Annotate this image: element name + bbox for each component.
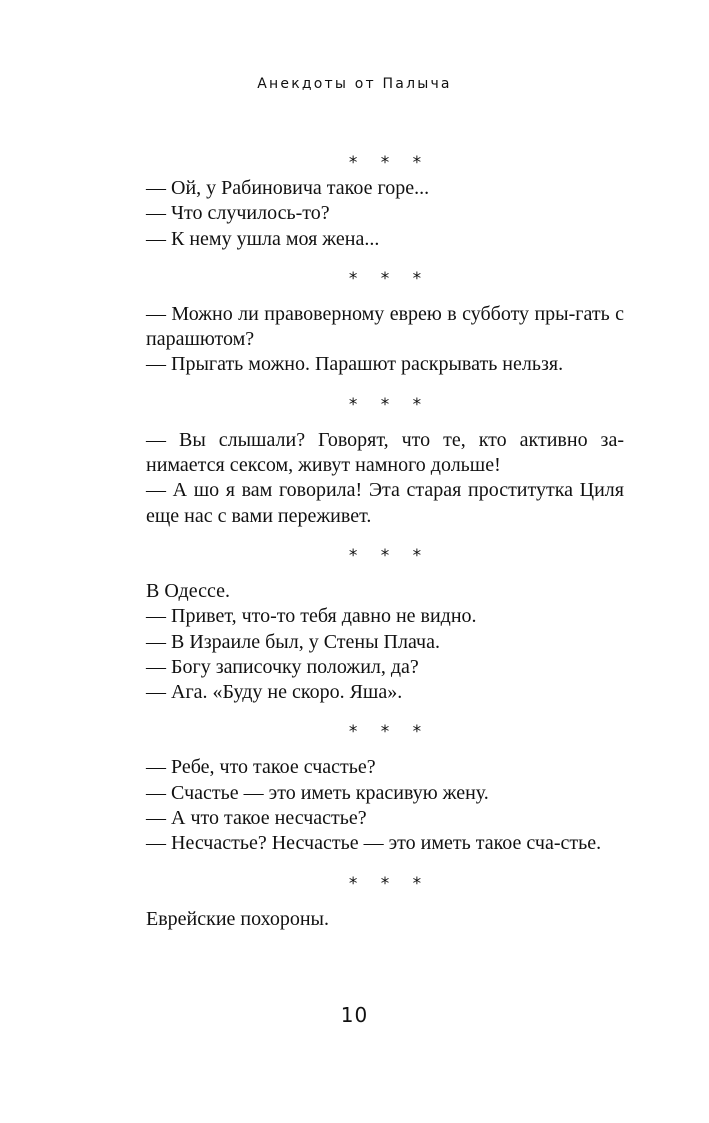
dialogue-line: — Что случилось-то? — [146, 202, 330, 225]
dialogue-line: — Прыгать можно. Парашют раскрывать нельзя. — [146, 353, 564, 376]
section-separator: * * * — [348, 722, 431, 743]
dialogue-line: — Несчастье? Несчастье — это иметь такое сча-стье. — [146, 832, 602, 855]
text-block — [146, 150, 624, 932]
running-head: Анекдоты от Палыча — [257, 76, 452, 92]
joke — [146, 428, 624, 529]
dialogue-line: — А что такое несчастье? — [146, 807, 367, 830]
joke — [146, 579, 624, 705]
dialogue-line: В Одессе. — [146, 579, 230, 602]
dialogue-line: — Ага. «Буду не скоро. Яша». — [146, 681, 403, 704]
dialogue-line: — Счастье — это иметь красивую жену. — [146, 781, 489, 804]
dialogue-line: — Вы слышали? Говорят, что те, кто активно за-нимается сексом, живут намного дольше! — [146, 428, 624, 477]
section-separator: * * * — [348, 268, 431, 289]
section-separator: * * * — [348, 153, 431, 173]
dialogue-line: Еврейские похороны. — [146, 907, 329, 930]
section-separator: * * * — [348, 545, 431, 566]
joke — [146, 176, 624, 252]
dialogue-line: — Привет, что-то тебя давно не видно. — [146, 605, 477, 628]
dialogue-line: — Богу записочку положил, да? — [146, 655, 419, 678]
joke — [146, 755, 624, 856]
section-separator: * * * — [348, 394, 431, 415]
joke — [146, 907, 624, 932]
dialogue-line: — Можно ли правоверному еврею в субботу пры-гать с парашютом? — [146, 302, 624, 351]
dialogue-line: — Ой, у Рабиновича такое горе... — [146, 177, 430, 199]
dialogue-line: — В Израиле был, у Стены Плача. — [146, 630, 440, 653]
dialogue-line: — Ребе, что такое счастье? — [146, 756, 376, 779]
joke — [146, 302, 624, 378]
dialogue-line: — А шо я вам говорила! Эта старая проститутка Циля еще нас с вами переживет. — [146, 479, 624, 527]
page-number: 10 — [340, 1003, 369, 1027]
dialogue-line: — К нему ушла моя жена... — [146, 227, 380, 250]
section-separator: * * * — [348, 873, 431, 894]
